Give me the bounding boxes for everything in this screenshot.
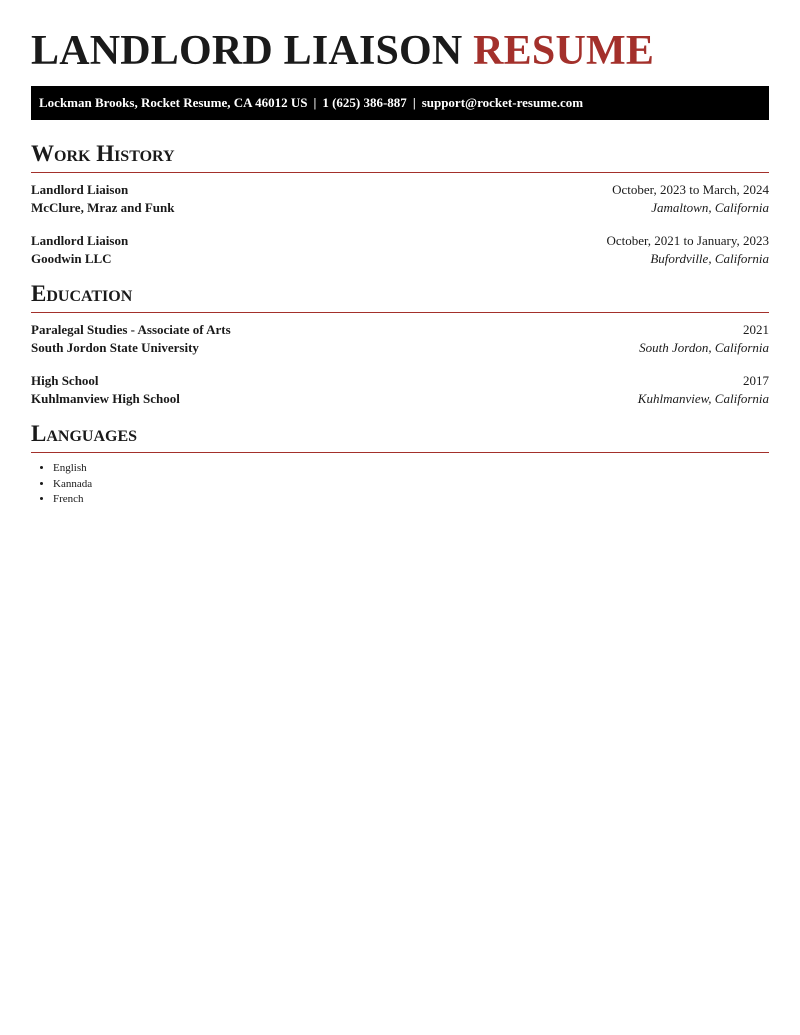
education-entry bbox=[31, 372, 769, 408]
degree: Paralegal Studies - Associate of Arts bbox=[31, 322, 231, 337]
job-title: Landlord Liaison bbox=[31, 182, 129, 197]
company-name: Goodwin LLC bbox=[31, 251, 112, 266]
job-title: Landlord Liaison bbox=[31, 233, 129, 248]
job-location: Jamaltown, California bbox=[651, 200, 769, 215]
graduation-year: 2017 bbox=[743, 373, 769, 388]
job-dates: October, 2023 to March, 2024 bbox=[612, 182, 769, 197]
job-dates: October, 2021 to January, 2023 bbox=[606, 233, 769, 248]
work-history-divider bbox=[31, 172, 769, 173]
education-divider bbox=[31, 312, 769, 313]
languages-divider bbox=[31, 452, 769, 453]
language-item: • English bbox=[53, 461, 92, 477]
education-entry bbox=[31, 321, 769, 357]
graduation-year: 2021 bbox=[743, 322, 769, 337]
languages-list bbox=[31, 461, 92, 508]
contact-separator: | bbox=[313, 95, 317, 110]
work-history-entry bbox=[31, 232, 769, 268]
contact-phone[interactable]: 1 (625) 386-887 bbox=[322, 95, 407, 110]
contact-address: Lockman Brooks, Rocket Resume, CA 46012 US bbox=[39, 95, 308, 110]
contact-separator: | bbox=[412, 95, 416, 110]
language-item: • French bbox=[53, 492, 92, 508]
title-main: LANDLORD LIAISON bbox=[31, 28, 463, 74]
language-item: • Kannada bbox=[53, 477, 92, 493]
school-name: South Jordon State University bbox=[31, 340, 199, 355]
work-history-entry bbox=[31, 181, 769, 217]
education-heading: Education bbox=[31, 281, 133, 306]
languages-heading: Languages bbox=[31, 421, 138, 446]
work-history-heading: Work History bbox=[31, 141, 175, 166]
job-location: Bufordville, California bbox=[650, 251, 769, 266]
school-location: Kuhlmanview, California bbox=[637, 391, 769, 406]
contact-email[interactable]: support@rocket-resume.com bbox=[421, 95, 584, 110]
degree: High School bbox=[31, 373, 99, 388]
resume-title bbox=[31, 27, 654, 75]
title-accent: RESUME bbox=[473, 28, 655, 74]
contact-bar bbox=[31, 86, 769, 120]
company-name: McClure, Mraz and Funk bbox=[31, 200, 175, 215]
school-name: Kuhlmanview High School bbox=[31, 391, 180, 406]
school-location: South Jordon, California bbox=[639, 340, 769, 355]
